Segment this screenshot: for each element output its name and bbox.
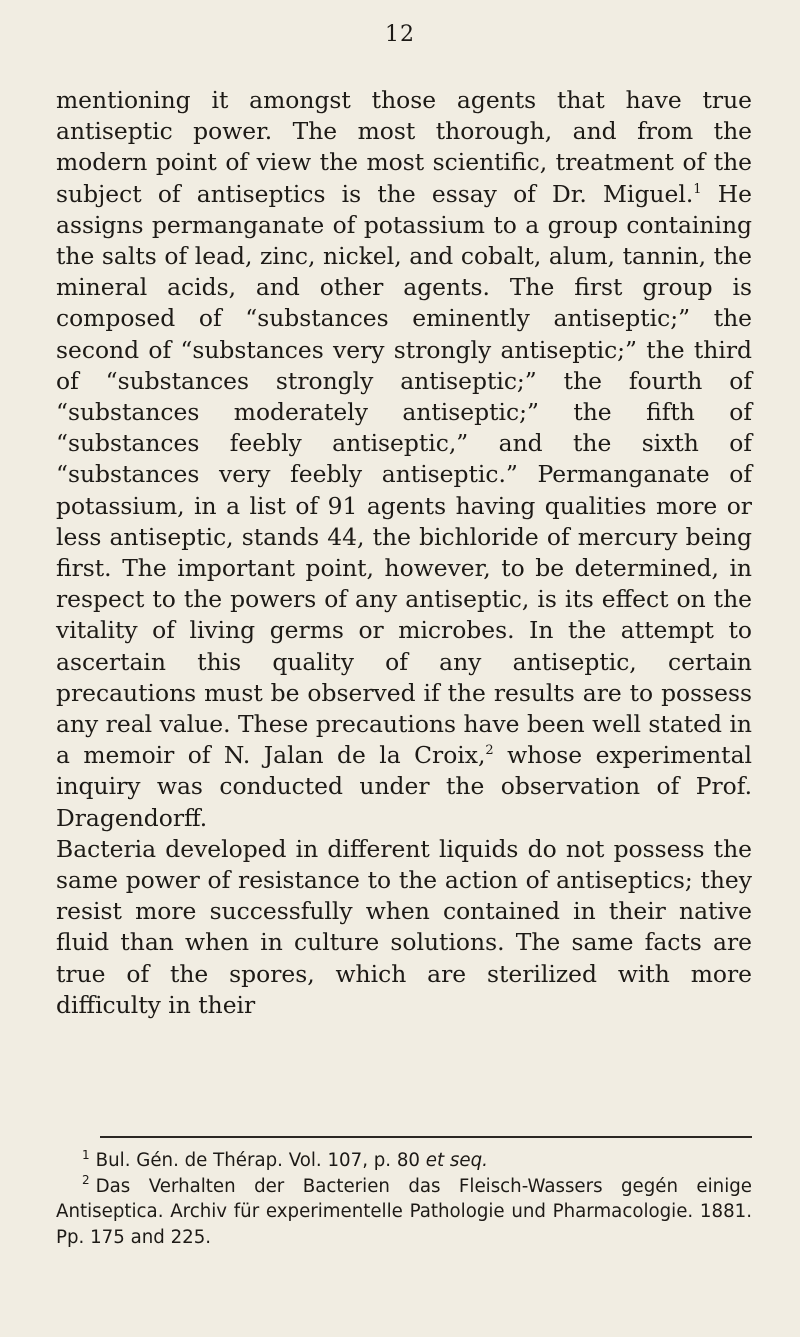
- footnote-1-text: Bul. Gén. de Thérap. Vol. 107, p. 80: [95, 1150, 426, 1171]
- paragraph-2: Bacteria developed in different liquids do not possess the same power of resistance to the action of antiseptics; they resist more successfully when contained in their native fluid than when in culture solutions. The same facts are true of the spores, which are sterilized with more difficulty in their: [56, 834, 752, 1019]
- footnote-ref-2: 2: [485, 743, 494, 759]
- footnote-2: [56, 1174, 752, 1251]
- paragraph-1: [56, 85, 752, 834]
- footnote-2-number: 2: [82, 1173, 90, 1188]
- footnote-ref-1: 1: [693, 181, 702, 197]
- footnote-1-italic: et seq.: [425, 1150, 488, 1171]
- paragraph-1-part-a: mentioning it amongst those agents that have true antiseptic power. The most thorough, and from the modern point of view the most scientific, treatment of the subject of antiseptics is the essay of Dr. Miguel.: [56, 86, 752, 208]
- paragraph-1-part-c: whose experimental inquiry was conducted under the observation of Prof. Dragendorff.: [56, 741, 752, 832]
- paragraph-1-part-b: He assigns permanganate of potassium to a group containing the salts of lead, zinc, nickel, and cobalt, alum, tannin, the mineral acids, and other agents. The first group is composed of “substances eminently antiseptic;” the second of “substances very strongly antiseptic;” the third of “substances strongly antiseptic;” the fourth of “substances moderately antiseptic;” the fifth of “substances feebly antiseptic,” and the sixth of “substances very feebly antiseptic.” Permanganate of potassium, in a list of 91 agents having qualities more or less antiseptic, stands 44, the bichloride of mercury being first. The important point, however, to be determined, in respect to the powers of any antiseptic, is its effect on the vitality of living germs or microbes. In the attempt to ascertain this quality of any antiseptic, certain precautions must be observed if the results are to possess any real value. These precautions have been well stated in a memoir of N. Jalan de la Croix,: [56, 179, 752, 770]
- footnote-divider: [100, 1136, 752, 1138]
- footnote-1: [56, 1148, 752, 1174]
- footnote-1-number: 1: [82, 1147, 90, 1162]
- footnotes: [56, 1148, 752, 1250]
- footnote-2-text: Das Verhalten der Bacterien das Fleisch-Wassers gegén einige Antiseptica. Archiv für experimentelle Pathologie und Pharmacologie. 1881. Pp. 175 and 225.: [56, 1175, 752, 1248]
- main-text: [56, 85, 752, 1021]
- page-number: 12: [385, 22, 415, 47]
